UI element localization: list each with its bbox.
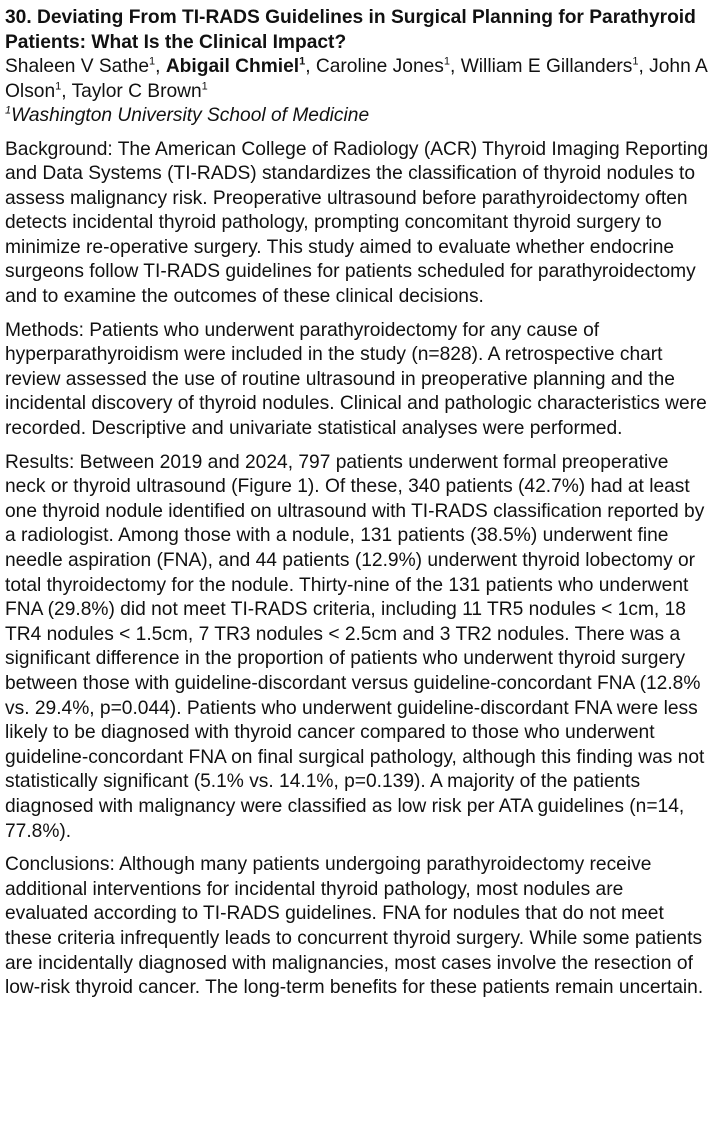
- affiliation-name: Washington University School of Medicine: [11, 105, 370, 126]
- author-affiliation-mark: 1: [443, 55, 451, 68]
- abstract-title: 30. Deviating From TI-RADS Guidelines in Surgical Planning for Parathyroid Patients: What Is the Clinical Impact?: [5, 7, 696, 53]
- results-section: Results: Between 2019 and 2024, 797 patients underwent formal preoperative neck or thyroid ultrasound (Figure 1). Of these, 340 patients (42.7%) had at least one thyroid nodule identified on ultrasound with TI-RADS classification reported by a radiologist. Among those with a nodule, 131 patients (38.5%) underwent fine needle aspiration (FNA), and 44 patients (12.9%) underwent thyroid lobectomy or total thyroidectomy for the nodule. Thirty-nine of the 131 patients who underwent FNA (29.8%) did not meet TI-RADS criteria, including 11 TR5 nodules < 1cm, 18 TR4 nodules < 1.5cm, 7 TR3 nodules < 2.5cm and 3 TR2 nodules. There was a significant difference in the proportion of patients who underwent thyroid surgery between those with guideline-discordant versus guideline-concordant FNA (12.8% vs. 29.4%, p=0.044). Patients who underwent guideline-discordant FNA were less likely to be diagnosed with thyroid cancer compared to those who underwent guideline-concordant FNA on final surgical pathology, although this finding was not statistically significant (5.1% vs. 14.1%, p=0.139). A majority of the patients diagnosed with malignancy were classified as low risk per ATA guidelines (n=14, 77.8%).: [5, 451, 705, 842]
- author: [5, 56, 166, 77]
- author-affiliation-mark: 1: [201, 80, 208, 93]
- author-list: [5, 55, 710, 104]
- author-name: Taylor C Brown: [71, 80, 202, 102]
- author: [72, 81, 208, 102]
- author: [461, 56, 649, 77]
- author-name: Caroline Jones: [315, 56, 444, 77]
- author-name: William E Gillanders: [460, 56, 633, 77]
- author-name: Abigail Chmiel: [165, 56, 300, 77]
- methods-section: Methods: Patients who underwent parathyroidectomy for any cause of hyperparathyroidism were included in the study (n=828). A retrospective chart review assessed the use of routine ultrasound in preoperative planning and the incidental discovery of thyroid nodules. Clinical and pathologic characteristics were recorded. Descriptive and univariate statistical analyses were performed.: [5, 319, 707, 440]
- author-affiliation-mark: 1: [149, 55, 156, 68]
- author-separator: ,: [305, 56, 316, 77]
- affiliation-mark: 1: [5, 104, 12, 117]
- author-separator: ,: [155, 56, 166, 77]
- author: [316, 56, 461, 77]
- author-name: Shaleen V Sathe: [5, 56, 150, 77]
- author: [166, 56, 316, 77]
- author-affiliation-mark: 1: [55, 80, 62, 93]
- author-separator: ,: [450, 56, 461, 77]
- author-separator: ,: [638, 56, 650, 77]
- author-name: John A Olson: [5, 56, 707, 102]
- author-affiliation-mark: 1: [299, 55, 306, 68]
- affiliation: [5, 104, 710, 129]
- background-section: Background: The American College of Radiology (ACR) Thyroid Imaging Reporting and Data Systems (TI-RADS) standardizes the classification of thyroid nodules to assess malignancy risk. Preoperative ultrasound before parathyroidectomy often detects incidental thyroid pathology, prompting concomitant thyroid surgery to minimize re-operative surgery. This study aimed to evaluate whether endocrine surgeons follow TI-RADS guidelines for patients scheduled for parathyroidectomy and to examine the outcomes of these clinical decisions.: [5, 138, 709, 308]
- conclusions-section: Conclusions: Although many patients undergoing parathyroidectomy receive additional interventions for incidental thyroid pathology, most nodules are evaluated according to TI-RADS guidelines. FNA for nodules that do not meet these criteria infrequently leads to concurrent thyroid surgery. While some patients are incidentally diagnosed with malignancies, most cases involve the resection of low-risk thyroid cancer. The long-term benefits for these patients remain uncertain.: [5, 854, 704, 999]
- author-separator: ,: [61, 80, 72, 102]
- author-affiliation-mark: 1: [632, 55, 639, 68]
